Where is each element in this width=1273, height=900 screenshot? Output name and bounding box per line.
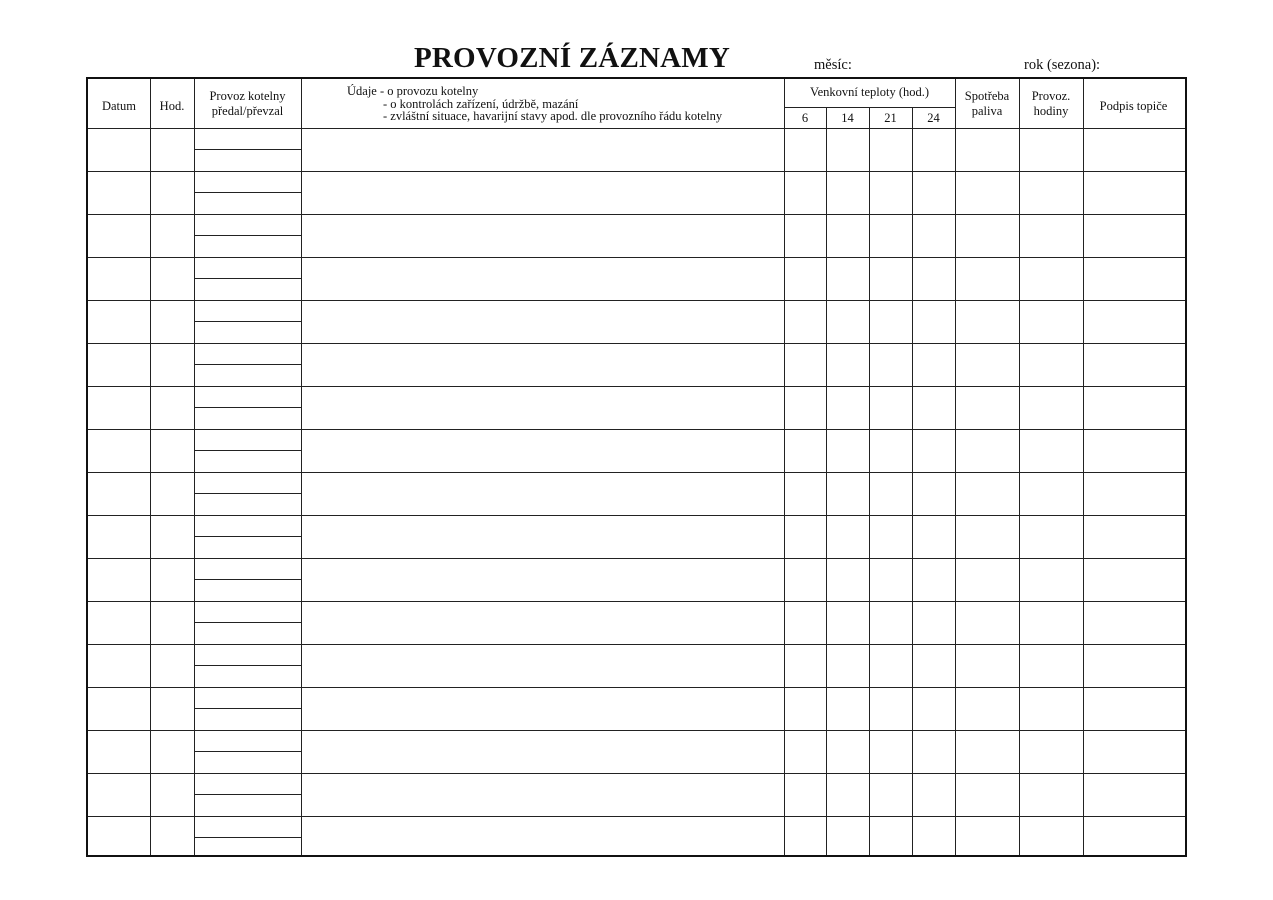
cell-temp-6[interactable] (784, 300, 826, 343)
header-hours-line2: hodiny (1033, 104, 1069, 118)
table-row (88, 472, 1185, 515)
cell-notes[interactable] (301, 687, 784, 730)
header-outdoor-temps: Venkovní teploty (hod.) (809, 85, 930, 99)
cell-notes[interactable] (301, 773, 784, 816)
cell-temp-24[interactable] (912, 214, 955, 257)
shift-split-line (194, 665, 301, 666)
cell-fuel[interactable] (955, 257, 1019, 300)
cell-temp-24[interactable] (912, 386, 955, 429)
header-operating-hours (1019, 89, 1083, 119)
cell-fuel[interactable] (955, 558, 1019, 601)
cell-temp-14[interactable] (826, 687, 869, 730)
cell-temp-24[interactable] (912, 773, 955, 816)
table-row (88, 687, 1185, 730)
header-hours-line1: Provoz. (1031, 89, 1071, 103)
header-date: Datum (101, 99, 137, 113)
header-notes-line2: - o kontrolách zařízení, údržbě, mazání (383, 96, 579, 111)
cell-fuel[interactable] (955, 773, 1019, 816)
cell-temp-21[interactable] (869, 816, 912, 859)
cell-hours[interactable] (1019, 429, 1083, 472)
cell-date[interactable] (88, 472, 150, 515)
cell-notes[interactable] (301, 730, 784, 773)
cell-date[interactable] (88, 214, 150, 257)
cell-date[interactable] (88, 558, 150, 601)
month-label: měsíc: (814, 57, 852, 73)
table-row (88, 773, 1185, 816)
cell-hour[interactable] (150, 730, 194, 773)
cell-temp-21[interactable] (869, 730, 912, 773)
cell-hour[interactable] (150, 773, 194, 816)
shift-split-line (194, 278, 301, 279)
cell-signature[interactable] (1083, 171, 1184, 214)
cell-temp-21[interactable] (869, 386, 912, 429)
cell-date[interactable] (88, 644, 150, 687)
shift-split-line (194, 364, 301, 365)
table-row (88, 730, 1185, 773)
cell-hour[interactable] (150, 128, 194, 171)
cell-hours[interactable] (1019, 601, 1083, 644)
header-boiler-shift-line2: předal/převzal (211, 104, 284, 118)
cell-temp-24[interactable] (912, 558, 955, 601)
cell-date[interactable] (88, 515, 150, 558)
cell-temp-21[interactable] (869, 171, 912, 214)
cell-temp-14[interactable] (826, 472, 869, 515)
header-notes-line3: - zvláštní situace, havarijní stavy apod. dle provozního řádu kotelny (383, 109, 723, 123)
cell-temp-14[interactable] (826, 300, 869, 343)
cell-fuel[interactable] (955, 644, 1019, 687)
cell-hour[interactable] (150, 257, 194, 300)
cell-temp-21[interactable] (869, 343, 912, 386)
cell-hours[interactable] (1019, 644, 1083, 687)
cell-temp-24[interactable] (912, 687, 955, 730)
cell-temp-21[interactable] (869, 429, 912, 472)
cell-temp-21[interactable] (869, 687, 912, 730)
cell-temp-21[interactable] (869, 515, 912, 558)
cell-fuel[interactable] (955, 730, 1019, 773)
cell-temp-21[interactable] (869, 558, 912, 601)
cell-fuel[interactable] (955, 687, 1019, 730)
cell-fuel[interactable] (955, 343, 1019, 386)
cell-temp-14[interactable] (826, 171, 869, 214)
cell-hour[interactable] (150, 558, 194, 601)
shift-split-line (194, 579, 301, 580)
cell-fuel[interactable] (955, 472, 1019, 515)
cell-temp-6[interactable] (784, 472, 826, 515)
cell-temp-6[interactable] (784, 558, 826, 601)
cell-signature[interactable] (1083, 429, 1184, 472)
cell-hour[interactable] (150, 386, 194, 429)
cell-temp-14[interactable] (826, 773, 869, 816)
cell-date[interactable] (88, 773, 150, 816)
cell-notes[interactable] (301, 515, 784, 558)
cell-notes[interactable] (301, 644, 784, 687)
header-temp-hour-6: 6 (801, 111, 809, 125)
cell-notes[interactable] (301, 558, 784, 601)
cell-signature[interactable] (1083, 816, 1184, 859)
table-row (88, 601, 1185, 644)
cell-temp-6[interactable] (784, 730, 826, 773)
cell-temp-6[interactable] (784, 343, 826, 386)
cell-temp-24[interactable] (912, 171, 955, 214)
table-row (88, 300, 1185, 343)
header-temp-hour-21: 21 (884, 111, 897, 125)
header-notes-line1: Údaje - o provozu kotelny (347, 84, 479, 98)
cell-date[interactable] (88, 171, 150, 214)
cell-date[interactable] (88, 816, 150, 859)
cell-hour[interactable] (150, 601, 194, 644)
table-row (88, 558, 1185, 601)
cell-temp-6[interactable] (784, 386, 826, 429)
header-notes (347, 85, 722, 123)
cell-temp-14[interactable] (826, 214, 869, 257)
cell-fuel[interactable] (955, 214, 1019, 257)
cell-temp-14[interactable] (826, 257, 869, 300)
cell-temp-14[interactable] (826, 128, 869, 171)
table-row (88, 515, 1185, 558)
cell-signature[interactable] (1083, 300, 1184, 343)
shift-split-line (194, 321, 301, 322)
cell-hour[interactable] (150, 429, 194, 472)
cell-hour[interactable] (150, 343, 194, 386)
cell-temp-24[interactable] (912, 300, 955, 343)
cell-temp-6[interactable] (784, 644, 826, 687)
shift-split-line (194, 708, 301, 709)
shift-split-line (194, 536, 301, 537)
cell-date[interactable] (88, 300, 150, 343)
cell-temp-24[interactable] (912, 257, 955, 300)
cell-signature[interactable] (1083, 386, 1184, 429)
cell-temp-21[interactable] (869, 472, 912, 515)
cell-notes[interactable] (301, 128, 784, 171)
cell-hours[interactable] (1019, 773, 1083, 816)
cell-temp-24[interactable] (912, 816, 955, 859)
header-temp-hour-24: 24 (927, 111, 940, 125)
cell-temp-21[interactable] (869, 214, 912, 257)
cell-temp-6[interactable] (784, 257, 826, 300)
cell-temp-14[interactable] (826, 601, 869, 644)
table-row (88, 644, 1185, 687)
cell-date[interactable] (88, 343, 150, 386)
cell-hours[interactable] (1019, 816, 1083, 859)
header-fuel-consumption (955, 89, 1019, 119)
cell-signature[interactable] (1083, 257, 1184, 300)
cell-temp-14[interactable] (826, 515, 869, 558)
cell-temp-14[interactable] (826, 816, 869, 859)
cell-hour[interactable] (150, 472, 194, 515)
cell-notes[interactable] (301, 386, 784, 429)
cell-hour[interactable] (150, 515, 194, 558)
cell-temp-24[interactable] (912, 730, 955, 773)
cell-temp-24[interactable] (912, 128, 955, 171)
header-stoker-signature: Podpis topiče (1099, 99, 1168, 113)
cell-temp-14[interactable] (826, 558, 869, 601)
cell-fuel[interactable] (955, 386, 1019, 429)
cell-temp-6[interactable] (784, 214, 826, 257)
cell-temp-6[interactable] (784, 429, 826, 472)
cell-temp-6[interactable] (784, 171, 826, 214)
cell-notes[interactable] (301, 171, 784, 214)
cell-hours[interactable] (1019, 472, 1083, 515)
cell-date[interactable] (88, 386, 150, 429)
cell-temp-21[interactable] (869, 644, 912, 687)
cell-temp-6[interactable] (784, 515, 826, 558)
cell-signature[interactable] (1083, 343, 1184, 386)
cell-date[interactable] (88, 429, 150, 472)
cell-temp-14[interactable] (826, 644, 869, 687)
table-row (88, 343, 1185, 386)
cell-hours[interactable] (1019, 171, 1083, 214)
year-season-label: rok (sezona): (1024, 57, 1101, 73)
cell-fuel[interactable] (955, 128, 1019, 171)
cell-date[interactable] (88, 601, 150, 644)
cell-temp-21[interactable] (869, 601, 912, 644)
cell-temp-21[interactable] (869, 257, 912, 300)
cell-notes[interactable] (301, 429, 784, 472)
shift-split-line (194, 235, 301, 236)
shift-split-line (194, 794, 301, 795)
cell-temp-24[interactable] (912, 644, 955, 687)
cell-hours[interactable] (1019, 386, 1083, 429)
table-row (88, 257, 1185, 300)
page-title: PROVOZNÍ ZÁZNAMY (414, 42, 730, 74)
cell-signature[interactable] (1083, 515, 1184, 558)
cell-temp-24[interactable] (912, 343, 955, 386)
cell-hours[interactable] (1019, 128, 1083, 171)
cell-hours[interactable] (1019, 214, 1083, 257)
cell-notes[interactable] (301, 257, 784, 300)
table-row (88, 386, 1185, 429)
cell-fuel[interactable] (955, 429, 1019, 472)
cell-fuel[interactable] (955, 171, 1019, 214)
shift-split-line (194, 493, 301, 494)
cell-temp-14[interactable] (826, 429, 869, 472)
cell-temp-6[interactable] (784, 128, 826, 171)
header-boiler-shift-line1: Provoz kotelny (209, 89, 286, 103)
header-fuel-line1: Spotřeba (964, 89, 1010, 103)
cell-fuel[interactable] (955, 816, 1019, 859)
cell-temp-6[interactable] (784, 773, 826, 816)
cell-hours[interactable] (1019, 257, 1083, 300)
cell-date[interactable] (88, 257, 150, 300)
cell-hours[interactable] (1019, 300, 1083, 343)
cell-signature[interactable] (1083, 773, 1184, 816)
cell-hour[interactable] (150, 171, 194, 214)
cell-temp-6[interactable] (784, 601, 826, 644)
table-row (88, 816, 1185, 859)
cell-signature[interactable] (1083, 730, 1184, 773)
cell-temp-14[interactable] (826, 386, 869, 429)
cell-temp-21[interactable] (869, 300, 912, 343)
cell-temp-21[interactable] (869, 773, 912, 816)
cell-signature[interactable] (1083, 128, 1184, 171)
cell-temp-21[interactable] (869, 128, 912, 171)
shift-split-line (194, 149, 301, 150)
cell-notes[interactable] (301, 214, 784, 257)
cell-date[interactable] (88, 730, 150, 773)
cell-hour[interactable] (150, 300, 194, 343)
table-row (88, 171, 1185, 214)
cell-notes[interactable] (301, 601, 784, 644)
cell-fuel[interactable] (955, 515, 1019, 558)
cell-hours[interactable] (1019, 730, 1083, 773)
cell-signature[interactable] (1083, 558, 1184, 601)
shift-split-line (194, 837, 301, 838)
header-temp-hour-14: 14 (841, 111, 854, 125)
cell-hours[interactable] (1019, 687, 1083, 730)
table-row (88, 128, 1185, 171)
shift-split-line (194, 192, 301, 193)
cell-hours[interactable] (1019, 515, 1083, 558)
cell-hour[interactable] (150, 816, 194, 859)
cell-hour[interactable] (150, 687, 194, 730)
header-hour: Hod. (159, 99, 185, 113)
shift-split-line (194, 450, 301, 451)
operating-records-table (86, 77, 1187, 857)
cell-signature[interactable] (1083, 687, 1184, 730)
shift-split-line (194, 622, 301, 623)
cell-temp-24[interactable] (912, 429, 955, 472)
table-row (88, 429, 1185, 472)
cell-signature[interactable] (1083, 601, 1184, 644)
cell-date[interactable] (88, 128, 150, 171)
cell-hour[interactable] (150, 644, 194, 687)
cell-temp-24[interactable] (912, 601, 955, 644)
shift-split-line (194, 407, 301, 408)
table-row (88, 214, 1185, 257)
cell-hours[interactable] (1019, 343, 1083, 386)
cell-fuel[interactable] (955, 300, 1019, 343)
cell-temp-6[interactable] (784, 687, 826, 730)
cell-hour[interactable] (150, 214, 194, 257)
cell-fuel[interactable] (955, 601, 1019, 644)
header-fuel-line2: paliva (971, 104, 1003, 118)
cell-temp-24[interactable] (912, 515, 955, 558)
cell-hours[interactable] (1019, 558, 1083, 601)
cell-temp-6[interactable] (784, 816, 826, 859)
header-boiler-shift (194, 89, 301, 119)
cell-signature[interactable] (1083, 472, 1184, 515)
cell-notes[interactable] (301, 816, 784, 859)
cell-signature[interactable] (1083, 214, 1184, 257)
cell-temp-14[interactable] (826, 343, 869, 386)
cell-notes[interactable] (301, 300, 784, 343)
shift-split-line (194, 751, 301, 752)
temps-subheader-line (784, 107, 955, 108)
cell-date[interactable] (88, 687, 150, 730)
cell-temp-14[interactable] (826, 730, 869, 773)
cell-temp-24[interactable] (912, 472, 955, 515)
cell-notes[interactable] (301, 343, 784, 386)
cell-notes[interactable] (301, 472, 784, 515)
cell-signature[interactable] (1083, 644, 1184, 687)
